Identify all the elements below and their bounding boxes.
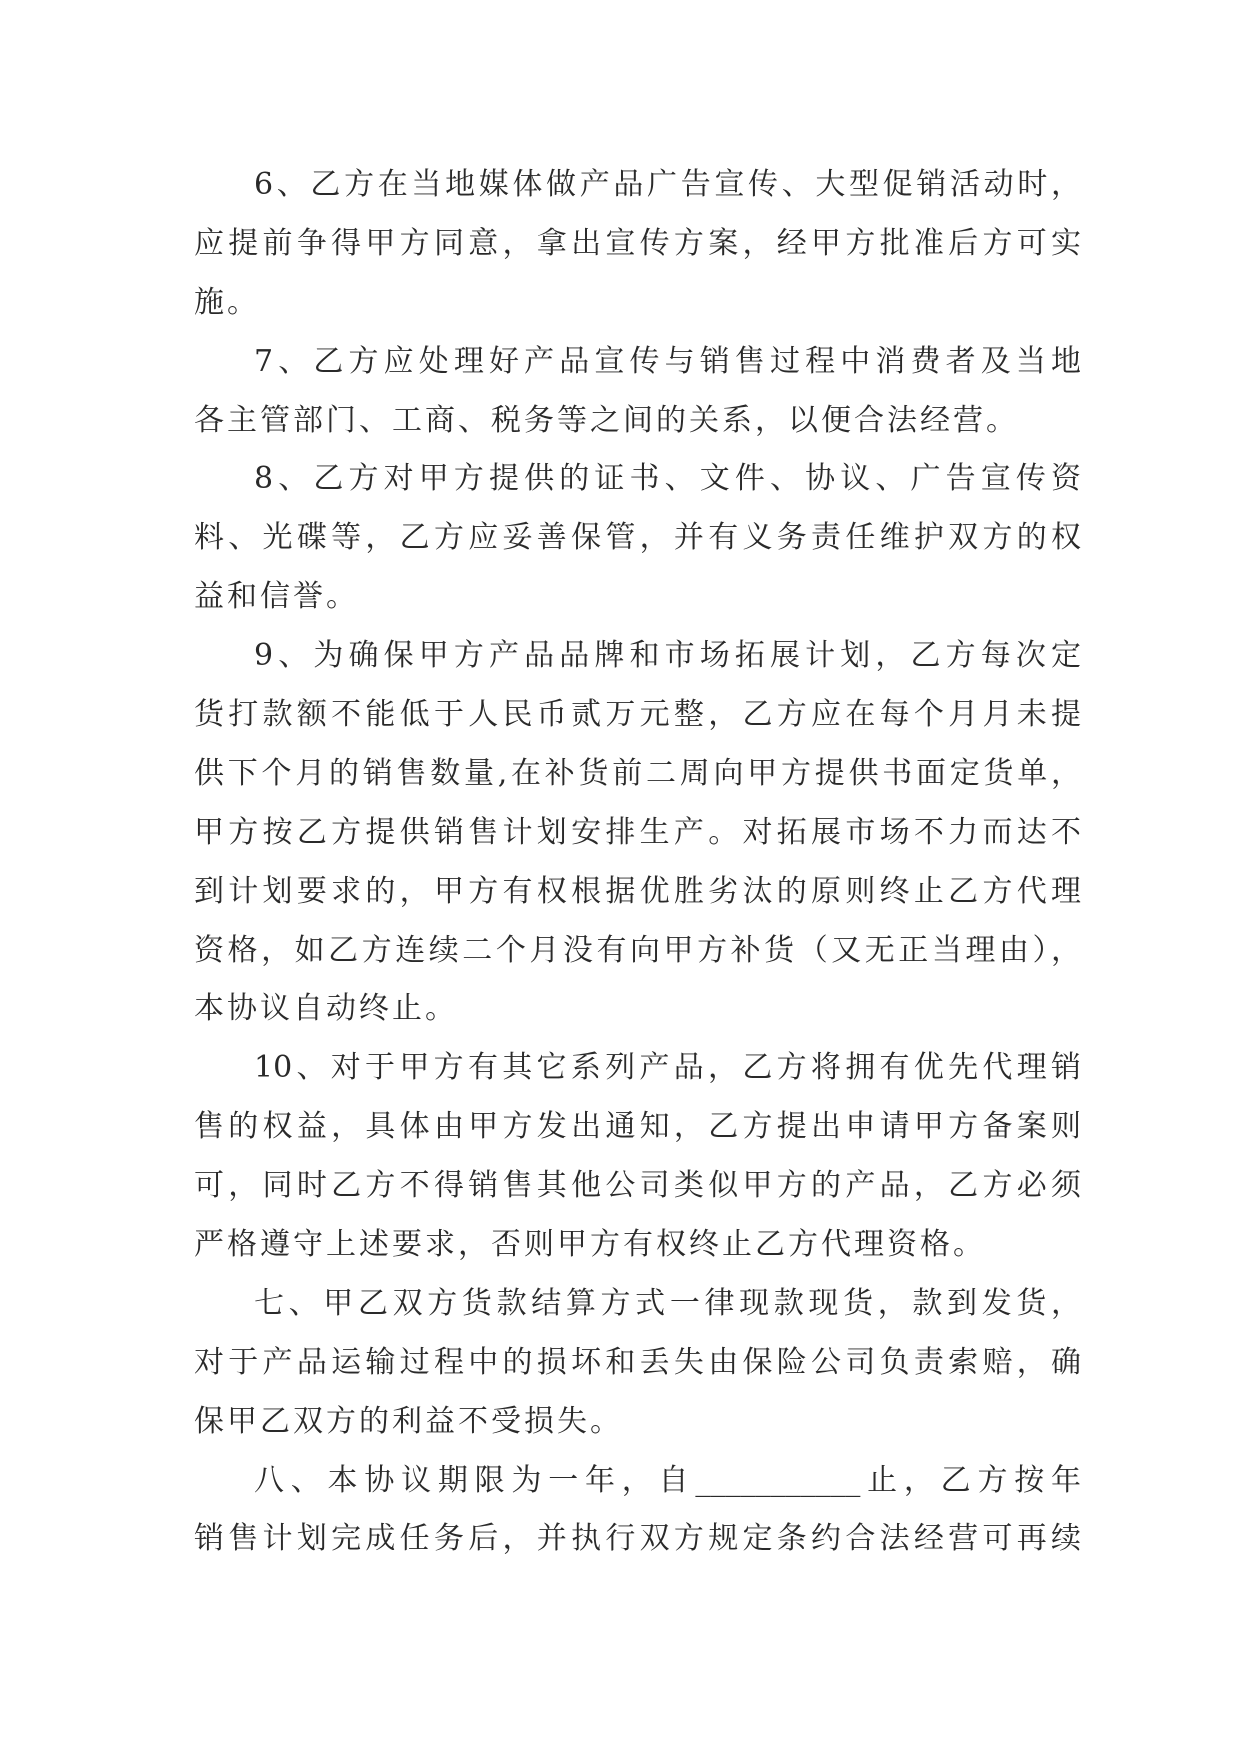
document-body — [194, 156, 1081, 1569]
text-line: 八、本协议期限为一年，自___________止，乙方按年 — [254, 1462, 1081, 1498]
section-7-paragraph — [194, 1275, 1081, 1452]
text-line: 严格遵守上述要求，否则甲方有权终止乙方代理资格。 — [194, 1227, 986, 1263]
text-line: 供下个月的销售数量,在补货前二周向甲方提供书面定货单， — [194, 755, 1081, 791]
clause-7-paragraph — [194, 333, 1081, 451]
clause-8-paragraph — [194, 450, 1081, 627]
text-line: 可，同时乙方不得销售其他公司类似甲方的产品，乙方必须 — [194, 1168, 1081, 1204]
text-line: 应提前争得甲方同意，拿出宣传方案，经甲方批准后方可实 — [194, 225, 1081, 261]
text-line: 本协议自动终止。 — [194, 991, 458, 1027]
text-line: 七、甲乙双方货款结算方式一律现款现货，款到发货， — [254, 1285, 1081, 1321]
text-line: 对于产品运输过程中的损坏和丢失由保险公司负责索赔，确 — [194, 1344, 1081, 1380]
clause-10-paragraph — [194, 1039, 1081, 1275]
text-line: 料、光碟等，乙方应妥善保管，并有义务责任维护双方的权 — [194, 520, 1081, 556]
text-line: 销售计划完成任务后，并执行双方规定条约合法经营可再续 — [194, 1521, 1081, 1557]
text-line: 保甲乙双方的利益不受损失。 — [194, 1403, 623, 1439]
text-line: 货打款额不能低于人民币贰万元整，乙方应在每个月月未提 — [194, 697, 1081, 733]
text-line: 8、乙方对甲方提供的证书、文件、协议、广告宣传资 — [254, 461, 1081, 497]
text-line: 资格，如乙方连续二个月没有向甲方补货（又无正当理由）， — [194, 932, 1081, 968]
text-line: 10、对于甲方有其它系列产品，乙方将拥有优先代理销 — [254, 1050, 1081, 1086]
text-line: 施。 — [194, 284, 260, 320]
text-line: 6、乙方在当地媒体做产品广告宣传、大型促销活动时， — [254, 167, 1081, 202]
section-8-paragraph — [194, 1452, 1081, 1570]
text-line: 7、乙方应处理好产品宣传与销售过程中消费者及当地 — [254, 343, 1081, 379]
clause-9-paragraph — [194, 627, 1081, 1039]
text-line: 益和信誉。 — [194, 579, 359, 615]
clause-6-paragraph — [194, 156, 1081, 333]
text-line: 到计划要求的，甲方有权根据优胜劣汰的原则终止乙方代理 — [194, 873, 1081, 909]
text-line: 售的权益，具体由甲方发出通知，乙方提出申请甲方备案则 — [194, 1109, 1081, 1145]
text-line: 甲方按乙方提供销售计划安排生产。对拓展市场不力而达不 — [194, 814, 1081, 850]
text-line: 9、为确保甲方产品品牌和市场拓展计划，乙方每次定 — [254, 638, 1081, 674]
text-line: 各主管部门、工商、税务等之间的关系，以便合法经营。 — [194, 402, 1019, 438]
